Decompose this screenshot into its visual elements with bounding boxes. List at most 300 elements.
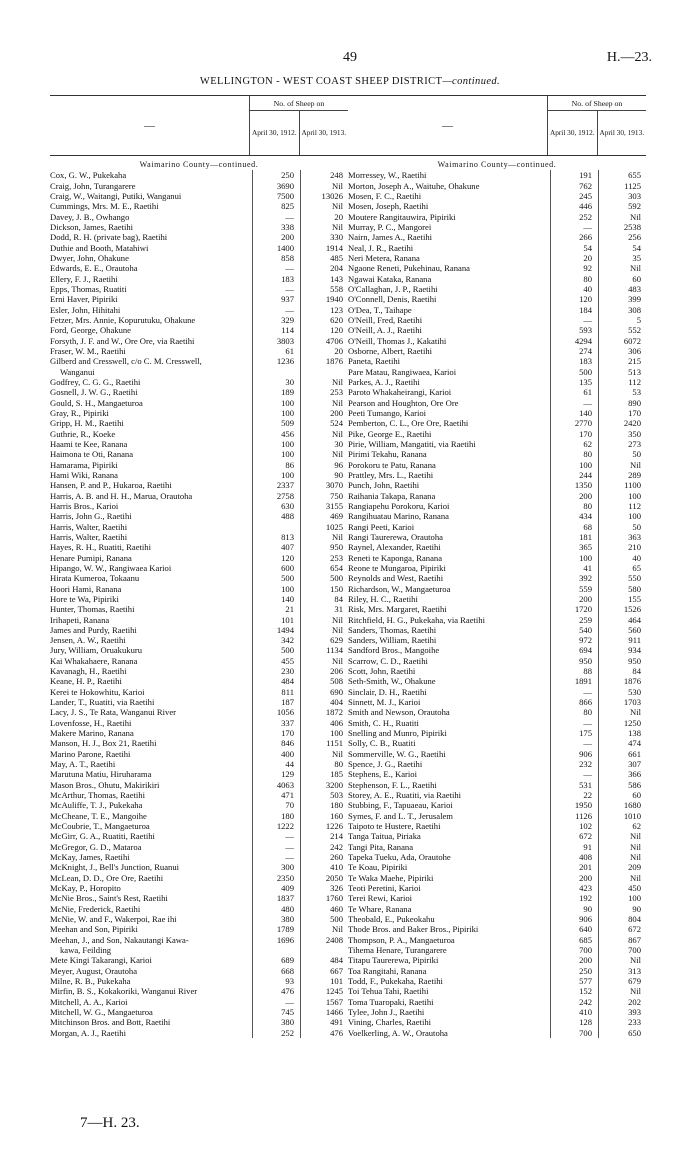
sheep-1912-cell: 1789 xyxy=(252,924,300,934)
table-row xyxy=(50,976,348,986)
owner-name-cell: Te Whare, Ranana xyxy=(348,903,412,914)
owner-name-cell: Ford, George, Ohakune xyxy=(50,325,131,336)
sheep-1913-cell: 1680 xyxy=(598,800,646,810)
sheep-1913-cell: 100 xyxy=(598,491,646,501)
table-row xyxy=(348,222,646,232)
table-row xyxy=(348,501,646,511)
table-row xyxy=(50,625,348,635)
sheep-1913-cell: 50 xyxy=(598,522,646,532)
sheep-1913-cell: 60 xyxy=(598,274,646,284)
owner-name-cell: Morgan, A. J., Raetihi xyxy=(50,1027,126,1038)
table-row xyxy=(348,325,646,335)
owner-name-cell: James and Purdy, Raetihi xyxy=(50,624,137,635)
owner-name-cell: Pearson and Houghton, Ore Ore xyxy=(348,397,459,408)
owner-name-cell: Davey, J. B., Owhango xyxy=(50,211,130,222)
owner-name-cell: Punch, John, Raetihi xyxy=(348,480,420,491)
sheep-1912-cell: 120 xyxy=(252,553,300,563)
sheep-1912-cell: 152 xyxy=(550,986,598,996)
table-row-continuation xyxy=(50,367,348,377)
owner-name-cell: McNie, W. and F., Wakerpoi, Rae ihi xyxy=(50,914,177,925)
owner-name-cell: Marutuna Matiu, Hiruharama xyxy=(50,769,152,780)
owner-name-cell: Lovenfosse, H., Raetihi xyxy=(50,717,132,728)
table-row xyxy=(50,553,348,563)
table-row xyxy=(50,170,348,180)
table-row xyxy=(50,201,348,211)
table-row xyxy=(50,615,348,625)
table-row xyxy=(348,232,646,242)
owner-name-cell: Dwyer, John, Ohakune xyxy=(50,253,129,264)
sheep-1912-cell: 120 xyxy=(550,294,598,304)
owner-name-cell: Tanga Taitua, Piriaka xyxy=(348,831,421,842)
owner-name-cell: Craig, W., Waitangi, Putiki, Wanganui xyxy=(50,191,182,202)
table-row xyxy=(348,594,646,604)
sheep-1913-cell: 474 xyxy=(598,738,646,748)
table-row xyxy=(50,253,348,263)
owner-name-cell: Hirata Kumeroa, Tokaanu xyxy=(50,573,140,584)
owner-name-cell: Hoori Hami, Ranana xyxy=(50,583,122,594)
table-row xyxy=(50,263,348,273)
table-row xyxy=(348,429,646,439)
owner-name-cell: Guthrie, R., Koeke xyxy=(50,428,116,439)
sheep-1913-cell: 253 xyxy=(300,387,348,397)
sheep-1913-cell: 679 xyxy=(598,976,646,986)
table-row xyxy=(348,893,646,903)
table-row xyxy=(50,697,348,707)
owner-name-cell: Riley, H. C., Raetihi xyxy=(348,593,418,604)
owner-name-cell: Hami Wiki, Ranana xyxy=(50,469,118,480)
sheep-1913-cell: Nil xyxy=(598,707,646,717)
table-row xyxy=(348,191,646,201)
owner-name-cell: Raynel, Alexander, Raetihi xyxy=(348,542,441,553)
owner-name-cell: Toa Rangitahi, Ranana xyxy=(348,965,427,976)
sheep-1913-cell: 592 xyxy=(598,201,646,211)
owner-name-cell: Stephens, E., Karioi xyxy=(348,769,417,780)
sheep-1913-cell: 242 xyxy=(300,842,348,852)
sheep-1913-cell: 484 xyxy=(300,955,348,965)
page-number: 49 xyxy=(343,50,357,65)
table-row xyxy=(348,955,646,965)
sheep-1913-cell: Nil xyxy=(598,842,646,852)
sheep-1913-cell: 100 xyxy=(300,728,348,738)
sheep-1912-cell: 559 xyxy=(550,584,598,594)
sheep-1913-cell: 1466 xyxy=(300,1007,348,1017)
sheep-1913-cell: 2408 xyxy=(300,935,348,945)
table-row xyxy=(348,181,646,191)
table-row xyxy=(348,284,646,294)
owner-name-cell: Meyer, August, Orautoha xyxy=(50,965,138,976)
sheep-1912-cell: 1056 xyxy=(252,707,300,717)
sheep-1912-cell: 410 xyxy=(550,1007,598,1017)
owner-name-cell: Tihema Henare, Turangarere xyxy=(348,945,447,955)
year-1912-header: April 30, 1912. xyxy=(549,128,595,137)
table-body xyxy=(50,170,348,1038)
sheep-1913-cell: 690 xyxy=(300,687,348,697)
table-row xyxy=(50,284,348,294)
owner-name-cell: McCheane, T. E., Mangoihe xyxy=(50,810,147,821)
table-row xyxy=(348,749,646,759)
owner-name-cell: Neal, J. R., Raetihi xyxy=(348,242,414,253)
owner-name-cell: Prattley, Mrs. L., Raetihi xyxy=(348,469,434,480)
sheep-1912-cell: 577 xyxy=(550,976,598,986)
table-row xyxy=(348,676,646,686)
sheep-1912-cell xyxy=(252,522,300,532)
sheep-1912-cell: 183 xyxy=(252,274,300,284)
sheep-1913-cell: 491 xyxy=(300,1017,348,1027)
sheep-1912-cell: 476 xyxy=(252,986,300,996)
sheep-1912-cell: 187 xyxy=(252,697,300,707)
sheep-1912-cell: 4294 xyxy=(550,336,598,346)
table-row xyxy=(50,893,348,903)
owner-name-cell: O'Connell, Denis, Raetihi xyxy=(348,294,437,305)
table-row xyxy=(50,584,348,594)
sheep-1912-cell: 950 xyxy=(550,656,598,666)
table-row xyxy=(348,615,646,625)
sheep-1912-cell: 80 xyxy=(550,274,598,284)
sheep-1913-cell: 326 xyxy=(300,883,348,893)
sheep-1913-cell: 672 xyxy=(598,924,646,934)
sheep-1912-cell: 380 xyxy=(252,914,300,924)
table-row xyxy=(50,449,348,459)
owner-name-cell: Smith and Newson, Orautoha xyxy=(348,707,450,718)
sheep-1912-cell: 180 xyxy=(252,811,300,821)
table-row xyxy=(348,532,646,542)
sheep-1913-cell: 1567 xyxy=(300,997,348,1007)
sheep-1912-cell: 140 xyxy=(550,408,598,418)
table-row xyxy=(348,439,646,449)
title-main: WELLINGTON - WEST COAST SHEEP DISTRICT xyxy=(199,76,443,87)
sheep-1912-cell: 68 xyxy=(550,522,598,532)
sheep-1913-cell: 35 xyxy=(598,253,646,263)
table-row xyxy=(50,212,348,222)
table-row xyxy=(50,883,348,893)
table-row xyxy=(348,666,646,676)
sheep-1912-cell: 102 xyxy=(550,821,598,831)
sheep-1913-cell: 101 xyxy=(300,976,348,986)
sheep-1912-cell: 1494 xyxy=(252,625,300,635)
table-row xyxy=(348,976,646,986)
table-row xyxy=(50,718,348,728)
owner-name-cell: Mosen, Joseph, Raetihi xyxy=(348,201,429,212)
sheep-1912-cell: 40 xyxy=(550,284,598,294)
owner-name-cell: Mitchell, W. G., Mangaeturoa xyxy=(50,1006,153,1017)
sheep-1912-cell: — xyxy=(550,222,598,232)
table-row xyxy=(348,511,646,521)
sheep-1912-cell: 100 xyxy=(252,449,300,459)
table-header xyxy=(348,95,646,156)
sheep-1913-cell: 170 xyxy=(598,408,646,418)
owner-name-cell: Theobald, E., Pukeokahu xyxy=(348,914,435,925)
table-row xyxy=(50,986,348,996)
sheep-1912-cell: 700 xyxy=(550,1028,598,1038)
sheep-1912-cell: 21 xyxy=(252,604,300,614)
sheep-1913-cell: 308 xyxy=(598,305,646,315)
sheep-1912-cell: 694 xyxy=(550,645,598,655)
sheep-1912-cell: — xyxy=(252,263,300,273)
sheep-1913-cell: 233 xyxy=(598,1017,646,1027)
owner-name-cell: Sanders, Thomas, Raetihi xyxy=(348,624,437,635)
owner-name-cell: Epps, Thomas, Ruatiti xyxy=(50,284,127,294)
sheep-1913-cell: 469 xyxy=(300,511,348,521)
owner-name-cell: Rangihuatau Marino, Ranana xyxy=(348,511,449,522)
owner-name-cell: Kerei te Hokowhitu, Karioi xyxy=(50,686,145,697)
owner-name-cell: Porokoru te Patu, Ranana xyxy=(348,459,436,470)
owner-name-cell: Taipoto te Hustere, Raetihi xyxy=(348,821,441,832)
owner-name-cell: Titapu Taurerewa, Pipiriki xyxy=(348,955,439,966)
owner-name-cell: Henare Pumipi, Ranana xyxy=(50,552,132,563)
table-row xyxy=(348,480,646,490)
sheep-1912-cell: — xyxy=(252,305,300,315)
sheep-1913-cell: 410 xyxy=(300,862,348,872)
sheep-1913-cell: 30 xyxy=(300,439,348,449)
sheep-1912-cell: 100 xyxy=(550,553,598,563)
sheep-1913-cell: 655 xyxy=(598,170,646,180)
sheep-1913-cell: Nil xyxy=(300,749,348,759)
sheep-1913-cell: 143 xyxy=(300,274,348,284)
owner-name-cell: Nairn, James A., Raetihi xyxy=(348,232,433,243)
owner-name-cell: Makere Marino, Ranana xyxy=(50,728,134,739)
owner-name-cell: Seth-Smith, W., Ohakune xyxy=(348,676,436,687)
sheep-1913-cell: 911 xyxy=(598,635,646,645)
table-row xyxy=(50,635,348,645)
table-row xyxy=(348,821,646,831)
sheep-1912-cell: 811 xyxy=(252,687,300,697)
table-row xyxy=(348,656,646,666)
table-row xyxy=(348,356,646,366)
sheep-1912-cell: — xyxy=(550,769,598,779)
sheep-1913-cell: 363 xyxy=(598,532,646,542)
table-row xyxy=(348,408,646,418)
year-1912-header: April 30, 1912. xyxy=(251,128,297,137)
table-row xyxy=(50,728,348,738)
table-row xyxy=(50,181,348,191)
sheep-1912-cell: 540 xyxy=(550,625,598,635)
owner-name-cell: Stubbing, F., Tapuaeau, Karioi xyxy=(348,800,453,811)
sheep-1913-cell: 31 xyxy=(300,604,348,614)
sheep-1912-cell: 392 xyxy=(550,573,598,583)
sheep-1912-cell: 200 xyxy=(550,491,598,501)
owner-name-cell: Morressey, W., Raetihi xyxy=(348,170,427,181)
owner-name-cell: McLean, D. D., Ore Ore, Raetihi xyxy=(50,872,164,883)
sheep-1913-cell: 485 xyxy=(300,253,348,263)
sheep-1912-cell: 400 xyxy=(252,749,300,759)
table-row xyxy=(348,470,646,480)
sheep-1912-cell: 509 xyxy=(252,418,300,428)
sheep-count-header xyxy=(547,96,646,155)
sheep-1913-cell: 256 xyxy=(598,232,646,242)
sheep-1913-cell: 3155 xyxy=(300,501,348,511)
sheep-1913-cell: 303 xyxy=(598,191,646,201)
table-row xyxy=(348,862,646,872)
sheep-1913-cell: 6072 xyxy=(598,336,646,346)
sheep-1912-cell: 407 xyxy=(252,542,300,552)
sheep-1913-cell: 667 xyxy=(300,966,348,976)
owner-name-cell: Ellery, F. J., Raetihi xyxy=(50,273,118,284)
table-row xyxy=(50,532,348,542)
table-row xyxy=(50,346,348,356)
sheep-1913-cell: Nil xyxy=(598,212,646,222)
table-row xyxy=(50,676,348,686)
sheep-1913-cell: 2538 xyxy=(598,222,646,232)
table-row xyxy=(50,460,348,470)
sheep-1912-cell: 181 xyxy=(550,532,598,542)
owner-name-cell: Rangi Taurerewa, Orautoha xyxy=(348,531,443,542)
table-row xyxy=(348,243,646,253)
sheep-1913-cell: 580 xyxy=(598,584,646,594)
sheep-1912-cell: 500 xyxy=(252,645,300,655)
sheep-1913-cell: 399 xyxy=(598,294,646,304)
sheep-1912-cell: 1837 xyxy=(252,893,300,903)
sheep-1913-cell: 650 xyxy=(598,1028,646,1038)
owner-name-cell: Terei Rewi, Karioi xyxy=(348,893,413,904)
sheep-1913-cell: 460 xyxy=(300,904,348,914)
sheep-1913-cell: Nil xyxy=(300,398,348,408)
owner-name-cell: Pirimi Tekahu, Ranana xyxy=(348,449,427,460)
sheep-1913-cell: 60 xyxy=(598,790,646,800)
table-row xyxy=(348,759,646,769)
sheep-1913-cell: 450 xyxy=(598,883,646,893)
sheep-1912-cell: 2337 xyxy=(252,480,300,490)
sheep-1912-cell: 846 xyxy=(252,738,300,748)
no-of-sheep-label: No. of Sheep on xyxy=(548,96,646,111)
table-row xyxy=(50,666,348,676)
sheep-1912-cell: 61 xyxy=(252,346,300,356)
owner-name-cell: Pirie, William, Mangatiti, via Raetihi xyxy=(348,438,476,449)
owner-name-cell: Lacy, J. S., Te Rata, Wanganui River xyxy=(50,707,176,718)
sheep-1912-cell: 192 xyxy=(550,893,598,903)
owner-name-cell: Tangi Pita, Ranana xyxy=(348,841,414,852)
sheep-1912-cell: 423 xyxy=(550,883,598,893)
owner-name-cell: Toi Tehua Tahi, Raetihi xyxy=(348,986,429,997)
sheep-1912-cell: 100 xyxy=(252,408,300,418)
sheep-1912-cell: 70 xyxy=(252,800,300,810)
sheep-1913-cell: 84 xyxy=(300,594,348,604)
sheep-1912-cell: — xyxy=(252,997,300,1007)
table-row xyxy=(50,935,348,945)
table-row xyxy=(348,966,646,976)
owner-name-cell: Mitchinson Bros. and Bott, Raetihi xyxy=(50,1017,171,1028)
sheep-1912-cell: 484 xyxy=(252,676,300,686)
sheep-1912-cell: 200 xyxy=(550,873,598,883)
sheep-1913-cell: 53 xyxy=(598,387,646,397)
sheep-1912-cell: — xyxy=(550,718,598,728)
sheep-1912-cell: 101 xyxy=(252,615,300,625)
sheep-1912-cell: 1950 xyxy=(550,800,598,810)
table-row xyxy=(50,429,348,439)
table-row xyxy=(50,780,348,790)
sheep-1913-cell: Nil xyxy=(300,222,348,232)
sheep-1913-cell: 313 xyxy=(598,966,646,976)
sheep-1912-cell: 858 xyxy=(252,253,300,263)
table-row xyxy=(348,697,646,707)
sheep-1913-cell: 950 xyxy=(300,542,348,552)
sheep-1913-cell: 1526 xyxy=(598,604,646,614)
sheep-1913-cell: 1025 xyxy=(300,522,348,532)
sheep-1913-cell: 90 xyxy=(300,470,348,480)
sheep-1912-cell: 380 xyxy=(252,1017,300,1027)
sheep-1913-cell: 513 xyxy=(598,367,646,377)
sheep-1912-cell: 114 xyxy=(252,325,300,335)
owner-name-cell: Jensen, A. W., Raetihi xyxy=(50,635,126,646)
owner-name-cell: Milne, R. B., Pukekaha xyxy=(50,975,131,986)
sheep-1913-cell: 206 xyxy=(300,666,348,676)
table-row xyxy=(348,294,646,304)
sheep-1912-cell: 2758 xyxy=(252,491,300,501)
table-row xyxy=(50,573,348,583)
table-row xyxy=(348,914,646,924)
sheep-1912-cell: 500 xyxy=(550,367,598,377)
table-row xyxy=(348,274,646,284)
table-row xyxy=(348,842,646,852)
sheep-1913-cell: 934 xyxy=(598,645,646,655)
sheep-1912-cell: 672 xyxy=(550,831,598,841)
sheep-1913-cell: Nil xyxy=(300,181,348,191)
sheep-1913-cell: 483 xyxy=(598,284,646,294)
table-row xyxy=(50,470,348,480)
sheep-1913-cell: 2050 xyxy=(300,873,348,883)
table-row xyxy=(348,253,646,263)
sheep-1913-cell: 530 xyxy=(598,687,646,697)
sheep-1913-cell: Nil xyxy=(598,263,646,273)
owner-name-cell: Tylee, John J., Raetihi xyxy=(348,1006,425,1017)
sheep-1912-cell: 1696 xyxy=(252,935,300,945)
sheep-1913-cell: 260 xyxy=(300,852,348,862)
sheep-1912-cell: 1720 xyxy=(550,604,598,614)
table-row xyxy=(50,914,348,924)
owner-name-cell: Godfrey, C. G. G., Raetihi xyxy=(50,376,141,387)
sheep-1912-cell: 200 xyxy=(252,232,300,242)
table-row xyxy=(348,398,646,408)
table-row xyxy=(348,1028,646,1038)
sheep-1913-cell: 950 xyxy=(598,656,646,666)
sheep-1912-cell: 1891 xyxy=(550,676,598,686)
sheep-1912-cell: — xyxy=(252,831,300,841)
sheep-1913-cell: Nil xyxy=(300,625,348,635)
sheep-1912-cell: 135 xyxy=(550,377,598,387)
owner-name-cell: Pemberton, C. L., Ore Ore, Raetihi xyxy=(348,418,469,429)
sheep-1912-cell: 92 xyxy=(550,263,598,273)
table-row xyxy=(348,635,646,645)
table-row xyxy=(50,398,348,408)
sheep-1913-cell: Nil xyxy=(598,986,646,996)
owner-name-cell: Murray, P. C., Mangorei xyxy=(348,222,432,233)
owner-name-cell: Raihania Takapa, Ranana xyxy=(348,490,436,501)
county-subheading: Waimarino County—continued. xyxy=(437,160,557,169)
sheep-1913-cell xyxy=(300,367,348,377)
sheep-1912-cell: 61 xyxy=(550,387,598,397)
owner-name-cell: McNie, Frederick, Raetihi xyxy=(50,903,141,914)
sheep-1913-cell: 120 xyxy=(300,325,348,335)
sheep-1912-cell: 44 xyxy=(252,759,300,769)
right-column-table xyxy=(348,95,646,1038)
owner-name-cell: Thode Bros. and Baker Bros., Pipiriki xyxy=(348,924,479,935)
sheep-1912-cell: 100 xyxy=(550,460,598,470)
sheep-1913-cell: 5 xyxy=(598,315,646,325)
table-row xyxy=(348,542,646,552)
sheep-1912-cell: 128 xyxy=(550,1017,598,1027)
table-row xyxy=(348,852,646,862)
sheep-1913-cell: 1134 xyxy=(300,645,348,655)
table-row xyxy=(50,491,348,501)
sheep-1912-cell: 252 xyxy=(550,212,598,222)
sheep-1913-cell: 552 xyxy=(598,325,646,335)
owner-name-cell: Harris, A. B. and H. H., Maruа, Orautoha xyxy=(50,490,193,501)
sheep-1912-cell: 1236 xyxy=(252,356,300,366)
table-row xyxy=(348,780,646,790)
table-row xyxy=(348,263,646,273)
owner-name-cell: O'Neill, Thomas J., Kakatihi xyxy=(348,335,447,346)
sheep-1912-cell: 446 xyxy=(550,201,598,211)
sheep-1912-cell: 337 xyxy=(252,718,300,728)
